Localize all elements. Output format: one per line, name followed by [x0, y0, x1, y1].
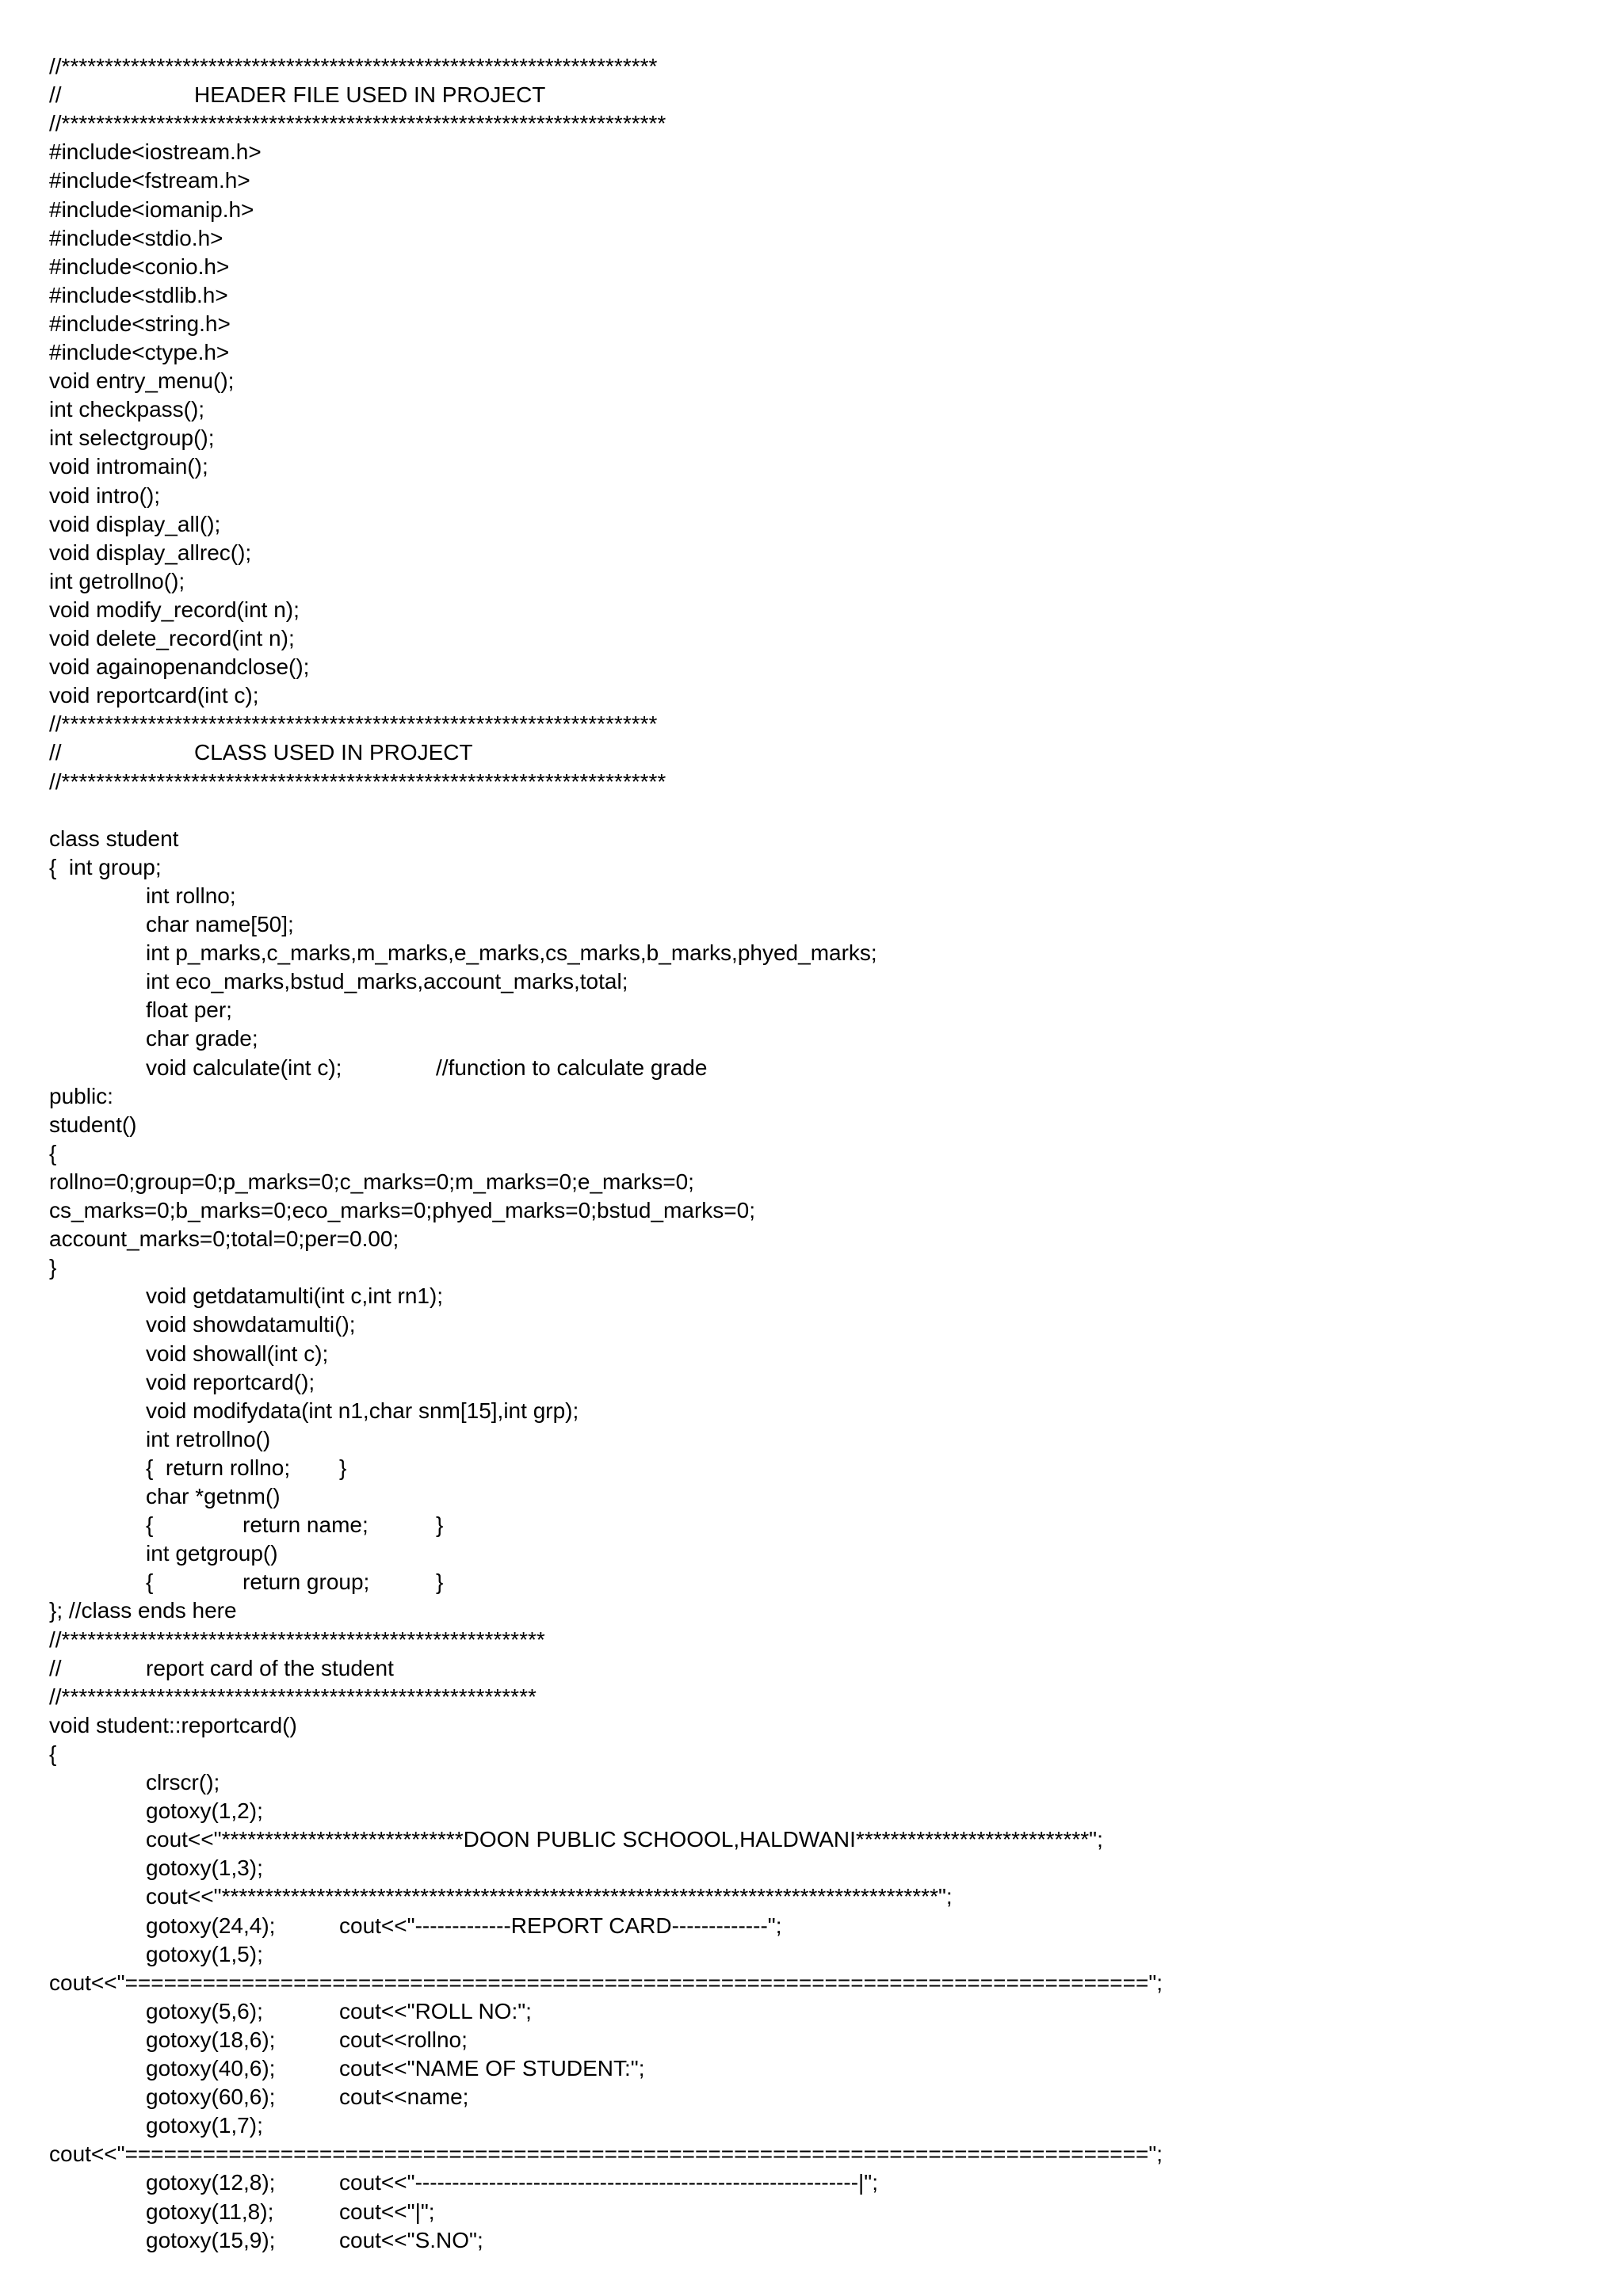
- code-line: [0, 1854, 1623, 1882]
- code-segment: char *getnm(): [146, 1484, 281, 1508]
- code-segment: return name;: [242, 1512, 369, 1538]
- code-line: [0, 1282, 1623, 1310]
- code-segment: #include<iomanip.h>: [49, 196, 254, 222]
- code-segment: {: [146, 1569, 154, 1595]
- code-line: [0, 166, 1623, 195]
- code-line: [0, 1568, 1623, 1596]
- code-segment: }: [436, 1512, 444, 1538]
- code-segment: gotoxy(40,6);: [146, 2056, 276, 2081]
- code-line: [0, 1196, 1623, 1225]
- code-line: [0, 681, 1623, 710]
- code-line: [0, 1482, 1623, 1511]
- code-segment: cout<<"***********************************************************************************";: [146, 1884, 953, 1909]
- code-segment: #include<fstream.h>: [49, 168, 250, 193]
- code-segment: int retrollno(): [146, 1426, 271, 1451]
- code-line: [0, 738, 1623, 767]
- code-line: [0, 1253, 1623, 1282]
- code-segment: return group;: [242, 1569, 370, 1595]
- code-segment: //**********************************************************************: [49, 769, 666, 794]
- code-line: [0, 1997, 1623, 2026]
- code-segment: account_marks=0;total=0;per=0.00;: [49, 1226, 399, 1252]
- code-segment: cout<<"===============================================================================";: [49, 1970, 1163, 1995]
- code-line: [0, 1368, 1623, 1397]
- code-segment: cout<<"===============================================================================";: [49, 2142, 1163, 2167]
- code-segment: cout<<"****************************DOON PUBLIC SCHOOOL,HALDWANI***************************";: [146, 1827, 1103, 1852]
- code-segment: gotoxy(1,5);: [146, 1941, 263, 1966]
- code-segment: CLASS USED IN PROJECT: [194, 740, 473, 765]
- code-segment: }: [49, 1255, 57, 1280]
- code-segment: void intro();: [49, 482, 161, 508]
- code-line: [0, 482, 1623, 510]
- code-line: [0, 1596, 1623, 1625]
- code-segment: {: [49, 1741, 57, 1766]
- code-segment: void display_all();: [49, 511, 221, 536]
- code-line: [0, 1511, 1623, 1539]
- code-segment: #include<iostream.h>: [49, 139, 262, 165]
- code-line: [0, 1912, 1623, 1940]
- code-line: [0, 1882, 1623, 1911]
- code-segment: cout<<"S.NO";: [339, 2227, 483, 2252]
- code-segment: void reportcard(int c);: [49, 683, 259, 708]
- code-line: [0, 996, 1623, 1024]
- code-line: [0, 2140, 1623, 2168]
- code-line: [0, 1683, 1623, 1711]
- code-segment: gotoxy(24,4);: [146, 1913, 276, 1938]
- code-segment: int p_marks,c_marks,m_marks,e_marks,cs_marks,b_marks,phyed_marks;: [146, 940, 877, 966]
- code-segment: gotoxy(15,9);: [146, 2227, 276, 2252]
- code-line: [0, 2026, 1623, 2054]
- code-segment: //********************************************************: [49, 1627, 545, 1652]
- code-segment: int getgroup(): [146, 1541, 278, 1566]
- code-segment: #include<ctype.h>: [49, 340, 230, 364]
- code-line: [0, 1425, 1623, 1454]
- code-line: [0, 710, 1623, 738]
- code-line: [0, 1940, 1623, 1969]
- code-line: [0, 1711, 1623, 1740]
- code-segment: void student::reportcard(): [49, 1712, 297, 1737]
- code-segment: void delete_record(int n);: [49, 626, 295, 650]
- code-line: [0, 1310, 1623, 1339]
- code-line: [0, 910, 1623, 939]
- code-line: [0, 2198, 1623, 2226]
- code-segment: cout<<name;: [339, 2084, 469, 2110]
- code-line: [0, 2083, 1623, 2111]
- code-line: [0, 452, 1623, 481]
- code-segment: float per;: [146, 997, 232, 1023]
- code-line: [0, 2168, 1623, 2197]
- code-segment: void modify_record(int n);: [49, 597, 300, 622]
- code-line: [0, 596, 1623, 624]
- code-line: [0, 367, 1623, 395]
- code-segment: void showdatamulti();: [146, 1312, 356, 1337]
- code-segment: #include<stdio.h>: [49, 225, 223, 250]
- code-segment: gotoxy(12,8);: [146, 2170, 276, 2195]
- code-segment: {: [146, 1512, 154, 1538]
- code-segment: void reportcard();: [146, 1369, 315, 1394]
- code-segment: void modifydata(int n1,char snm[15],int grp);: [146, 1398, 579, 1423]
- code-segment: cout<<"|";: [339, 2199, 435, 2224]
- code-segment: cs_marks=0;b_marks=0;eco_marks=0;phyed_marks=0;bstud_marks=0;: [49, 1198, 755, 1222]
- code-line: [0, 1626, 1623, 1654]
- code-segment: gotoxy(1,3);: [146, 1855, 263, 1881]
- code-line: [0, 2054, 1623, 2083]
- code-line: [0, 768, 1623, 796]
- code-line: [0, 1054, 1623, 1082]
- code-segment: gotoxy(11,8);: [146, 2199, 274, 2224]
- code-line: [0, 395, 1623, 424]
- code-segment: HEADER FILE USED IN PROJECT: [194, 82, 546, 108]
- code-line: [0, 967, 1623, 996]
- code-segment: //: [49, 82, 62, 108]
- code-segment: void intromain();: [49, 454, 208, 479]
- code-line: [0, 1740, 1623, 1768]
- code-line: [0, 2111, 1623, 2140]
- code-segment: #include<stdlib.h>: [49, 282, 228, 307]
- code-segment: report card of the student: [146, 1655, 394, 1680]
- code-line: [0, 196, 1623, 224]
- code-line: [0, 1139, 1623, 1168]
- code-segment: //function to calculate grade: [436, 1055, 708, 1080]
- code-segment: //*********************************************************************: [49, 54, 658, 78]
- code-segment: #include<conio.h>: [49, 254, 230, 279]
- code-line: [0, 624, 1623, 653]
- code-segment: clrscr();: [146, 1770, 220, 1794]
- code-line: [0, 1340, 1623, 1368]
- code-segment: //*******************************************************: [49, 1684, 537, 1709]
- code-segment: void calculate(int c);: [146, 1055, 342, 1080]
- code-line: [0, 1168, 1623, 1196]
- code-line: [0, 253, 1623, 281]
- code-line: [0, 52, 1623, 81]
- code-line: [0, 81, 1623, 109]
- code-segment: }: [339, 1455, 347, 1480]
- code-line: [0, 1454, 1623, 1482]
- code-segment: void showall(int c);: [146, 1341, 329, 1366]
- code-segment: public:: [49, 1083, 113, 1108]
- code-segment: }: [436, 1569, 444, 1595]
- code-line: [0, 2226, 1623, 2255]
- code-segment: { return rollno;: [146, 1455, 291, 1480]
- code-segment: student(): [49, 1112, 137, 1137]
- code-segment: rollno=0;group=0;p_marks=0;c_marks=0;m_marks=0;e_marks=0;: [49, 1169, 694, 1194]
- code-segment: //: [49, 1655, 62, 1680]
- code-segment: cout<<rollno;: [339, 2027, 468, 2052]
- code-segment: //: [49, 740, 62, 765]
- code-line: [0, 109, 1623, 138]
- code-line: [0, 653, 1623, 681]
- code-segment: {: [49, 1140, 57, 1165]
- code-segment: cout<<"ROLL NO:";: [339, 1998, 532, 2023]
- code-line: [0, 1111, 1623, 1139]
- code-line: [0, 1539, 1623, 1568]
- code-segment: cout<<"NAME OF STUDENT:";: [339, 2056, 645, 2081]
- code-line: [0, 796, 1623, 825]
- code-segment: cout<<"------------------------------------------------------------|";: [339, 2170, 879, 2195]
- code-segment: gotoxy(18,6);: [146, 2027, 276, 2052]
- code-segment: cout<<"-------------REPORT CARD-------------";: [339, 1913, 782, 1938]
- code-line: [0, 1969, 1623, 1997]
- code-segment: int checkpass();: [49, 397, 205, 422]
- code-line: [0, 424, 1623, 452]
- code-segment: void entry_menu();: [49, 368, 235, 394]
- code-line: [0, 882, 1623, 910]
- code-line: [0, 338, 1623, 367]
- code-line: [0, 853, 1623, 882]
- code-line: [0, 1397, 1623, 1425]
- code-segment: gotoxy(1,7);: [146, 2113, 263, 2138]
- code-segment: //*********************************************************************: [49, 711, 658, 737]
- code-line: [0, 567, 1623, 596]
- code-segment: gotoxy(60,6);: [146, 2084, 276, 2110]
- code-line: [0, 224, 1623, 253]
- code-segment: }; //class ends here: [49, 1598, 237, 1623]
- code-line: [0, 138, 1623, 166]
- code-segment: gotoxy(5,6);: [146, 1998, 263, 2023]
- code-segment: char grade;: [146, 1026, 258, 1051]
- code-segment: void display_allrec();: [49, 540, 252, 565]
- code-line: [0, 310, 1623, 338]
- code-line: [0, 281, 1623, 310]
- code-segment: gotoxy(1,2);: [146, 1798, 263, 1824]
- code-segment: { int group;: [49, 854, 162, 879]
- code-line: [0, 1797, 1623, 1825]
- code-line: [0, 1024, 1623, 1053]
- code-line: [0, 825, 1623, 853]
- code-line: [0, 539, 1623, 567]
- code-line: [0, 1654, 1623, 1683]
- code-segment: //**********************************************************************: [49, 111, 666, 136]
- code-line: [0, 939, 1623, 967]
- code-segment: int eco_marks,bstud_marks,account_marks,total;: [146, 969, 628, 994]
- code-line: [0, 1082, 1623, 1111]
- code-segment: int selectgroup();: [49, 425, 215, 451]
- code-segment: void getdatamulti(int c,int rn1);: [146, 1283, 444, 1309]
- code-segment: class student: [49, 826, 179, 851]
- code-line: [0, 510, 1623, 539]
- code-segment: #include<string.h>: [49, 311, 231, 336]
- code-segment: void againopenandclose();: [49, 654, 310, 680]
- code-segment: char name[50];: [146, 912, 294, 936]
- code-line: [0, 1825, 1623, 1854]
- code-segment: int getrollno();: [49, 568, 185, 593]
- code-line: [0, 1225, 1623, 1253]
- code-line: [0, 1768, 1623, 1797]
- code-segment: int rollno;: [146, 883, 236, 908]
